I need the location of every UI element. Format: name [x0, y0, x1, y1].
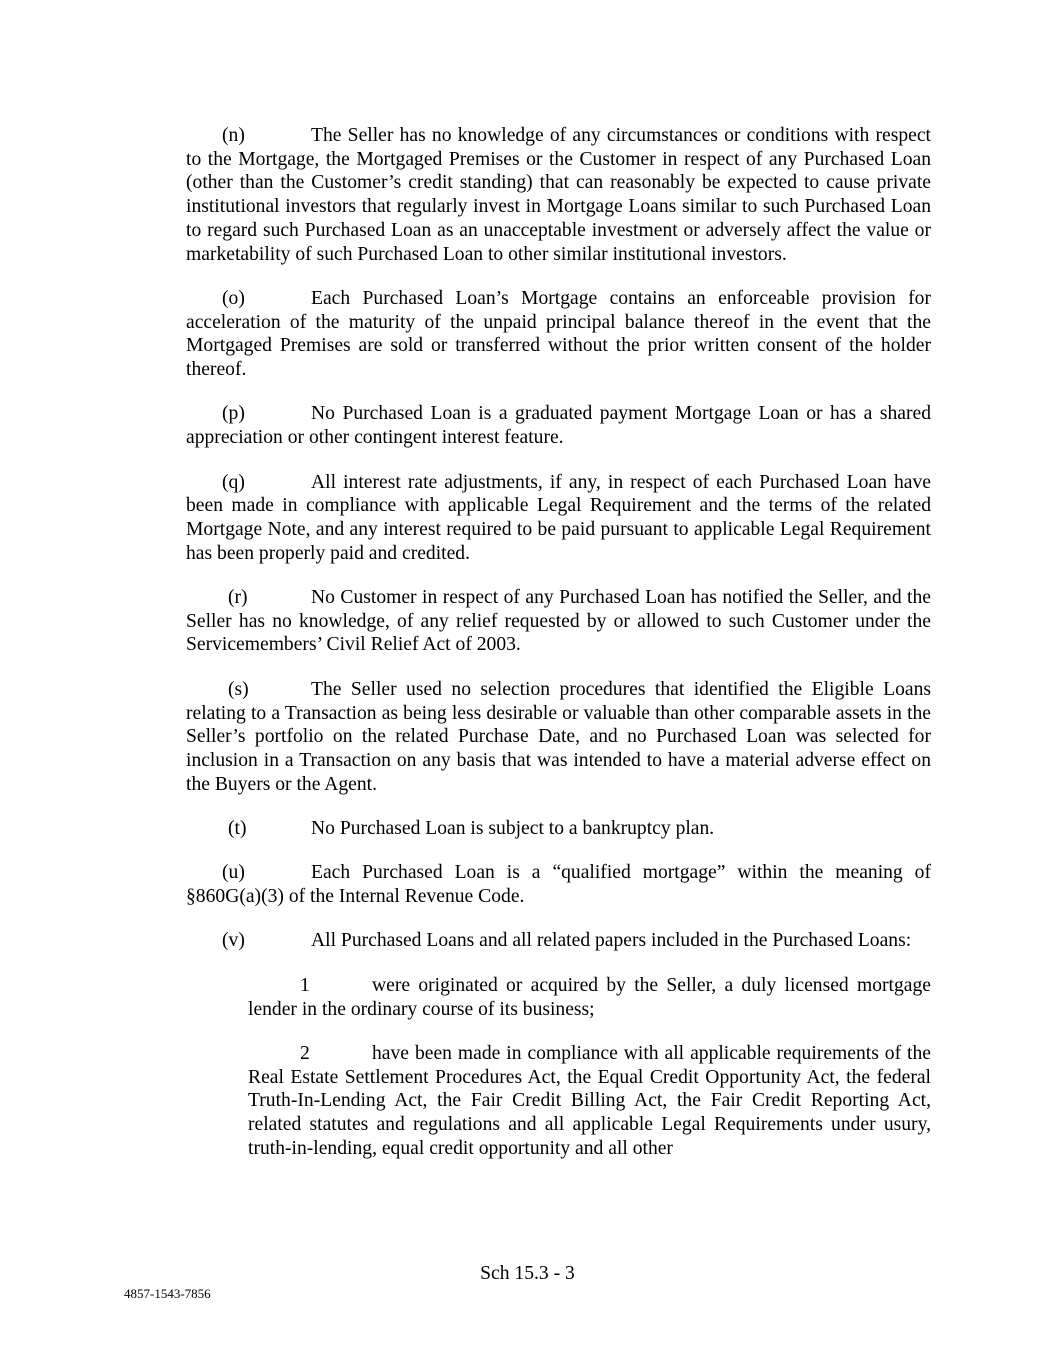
paragraph-label: (p)	[222, 403, 245, 425]
paragraph-label: (t)	[228, 818, 247, 839]
paragraph-text: No Purchased Loan is subject to a bankruptcy plan.	[311, 818, 715, 839]
paragraph-text: All interest rate adjustments, if any, in respect of each Purchased Loan have been made in compliance with applicable Legal Requirement and the terms of the related Mortgage Note, and any interest required to be paid pursuant to applicable Legal Requirement has been properly paid and credited.	[186, 471, 931, 564]
subitem-1	[248, 974, 931, 1021]
paragraph-label: (v)	[222, 930, 245, 952]
page-number: Sch 15.3 - 3	[480, 1263, 575, 1284]
document-id: 4857-1543-7856	[124, 1286, 211, 1301]
subitem-text: were originated or acquired by the Seller, a duly licensed mortgage lender in the ordinary course of its business;	[248, 974, 931, 1020]
subitem-text: have been made in compliance with all applicable requirements of the Real Estate Settlement Procedures Act, the Equal Credit Opportunity Act, the federal Truth-In-Lending Act, the Fair Credit Billing Act, the Fair Credit Reporting Act, related statutes and regulations and all applicable Legal Requirements under usury, truth-in-lending, equal credit opportunity and all other	[248, 1042, 931, 1159]
paragraph-text: The Seller used no selection procedures that identified the Eligible Loans relating to a Transaction as being less desirable or valuable than other comparable assets in the Seller’s portfolio on the related Purchase Date, and no Purchased Loan was selected for inclusion in a Transaction on any basis that was intended to have a material adverse effect on the Buyers or the Agent.	[186, 678, 931, 795]
paragraph-label: (n)	[222, 125, 245, 146]
subitem-label: 1	[300, 974, 310, 996]
document-body	[186, 124, 931, 1181]
paragraph-label: (s)	[228, 678, 249, 700]
paragraph-text: All Purchased Loans and all related papers included in the Purchased Loans:	[311, 930, 912, 952]
paragraph-r	[186, 586, 931, 657]
subitem-2	[248, 1042, 931, 1161]
paragraph-v	[186, 929, 931, 953]
paragraph-label: (o)	[222, 287, 245, 309]
paragraph-p	[186, 402, 931, 449]
paragraph-text: No Customer in respect of any Purchased Loan has notified the Seller, and the Seller has no knowledge, of any relief requested by or allowed to such Customer under the Servicemembers’ Civil Relief Act of 2003.	[186, 587, 931, 656]
paragraph-n	[186, 124, 931, 266]
paragraph-s	[186, 678, 931, 797]
paragraph-q	[186, 471, 931, 566]
paragraph-text: Each Purchased Loan is a “qualified mortgage” within the meaning of §860G(a)(3) of the Internal Revenue Code.	[186, 862, 931, 908]
subitem-label: 2	[300, 1042, 310, 1064]
paragraph-label: (q)	[222, 471, 245, 493]
paragraph-text: The Seller has no knowledge of any circumstances or conditions with respect to the Mortgage, the Mortgaged Premises or the Customer in respect of any Purchased Loan (other than the Customer’s credit standing) that can reasonably be expected to cause private institutional investors that regularly invest in Mortgage Loans similar to such Purchased Loan to regard such Purchased Loan as an unacceptable investment or adversely affect the value or marketability of such Purchased Loan to other similar institutional investors.	[186, 125, 931, 265]
paragraph-label: (u)	[222, 862, 245, 884]
paragraph-t	[186, 817, 931, 841]
paragraph-u	[186, 861, 931, 908]
paragraph-label: (r)	[228, 587, 248, 608]
paragraph-o	[186, 287, 931, 382]
paragraph-text: No Purchased Loan is a graduated payment Mortgage Loan or has a shared appreciation or other contingent interest feature.	[186, 403, 931, 449]
paragraph-text: Each Purchased Loan’s Mortgage contains an enforceable provision for acceleration of the maturity of the unpaid principal balance thereof in the event that the Mortgaged Premises are sold or transferred without the prior written consent of the holder thereof.	[186, 287, 931, 381]
